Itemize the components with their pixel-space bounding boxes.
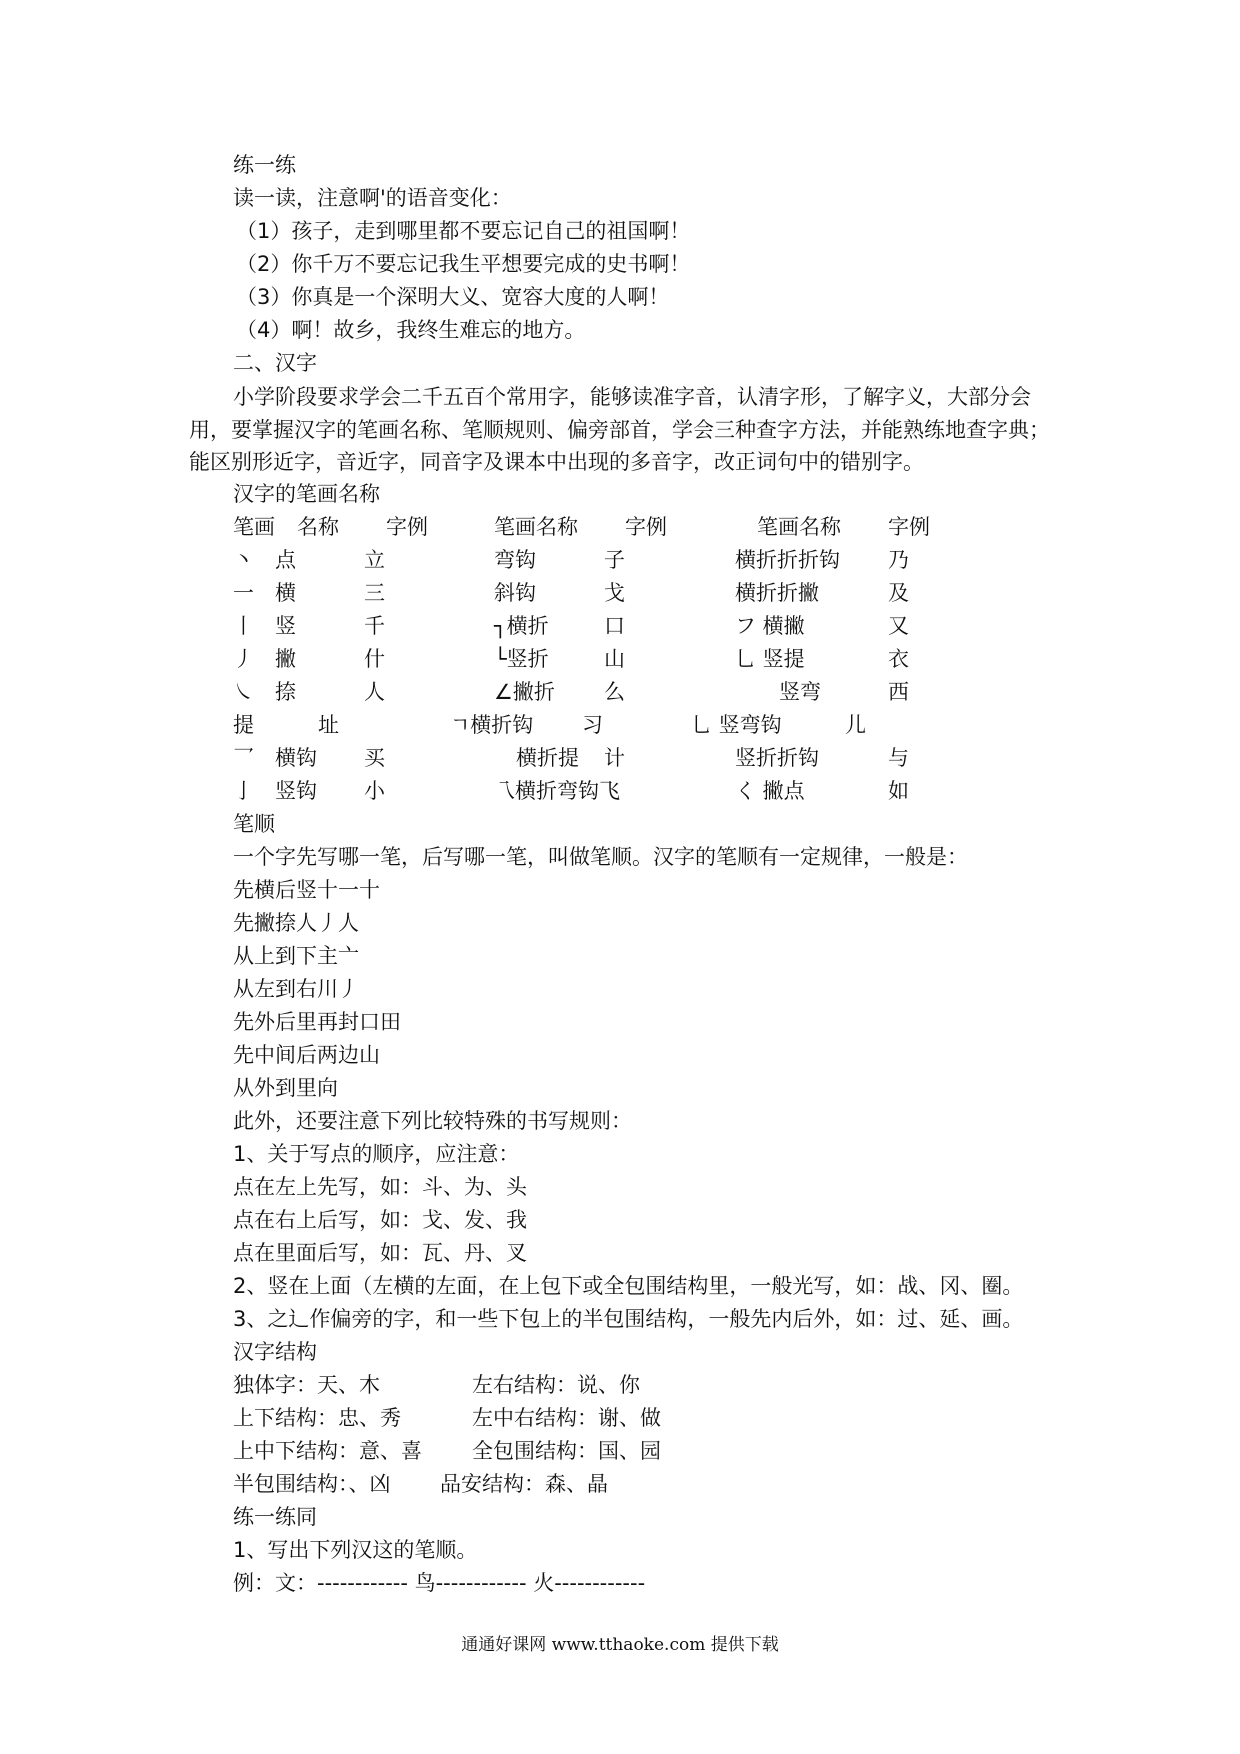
structure-item: 独体字：天、木 <box>233 1373 380 1397</box>
stroke-header-col6: 笔画名称 <box>757 515 841 539</box>
stroke-header-col3: 字例 <box>386 515 428 539</box>
structure-item: 半包围结构：、凶 <box>233 1472 391 1496</box>
stroke-cell: 千 <box>364 614 385 638</box>
stroke-cell: 横钩 <box>275 746 317 770</box>
stroke-cell: ┐横折 <box>494 614 549 638</box>
stroke-cell: 戈 <box>604 581 625 605</box>
order-rule: 从外到里向 <box>233 1076 338 1100</box>
sentence-2: （2）你千万不要忘记我生平想要完成的史书啊！ <box>236 252 691 276</box>
special-rule: 点在左上先写，如：斗、为、头 <box>233 1175 527 1199</box>
stroke-header-col2: 名称 <box>297 515 339 539</box>
stroke-cell: ㄱ横折钩 <box>450 713 534 737</box>
sentence-3: （3）你真是一个深明大义、宽容大度的人啊！ <box>236 285 670 309</box>
special-intro: 此外，还要注意下列比较特殊的书写规则： <box>233 1109 632 1133</box>
order-title: 笔顺 <box>233 812 275 836</box>
order-intro: 一个字先写哪一笔，后写哪一笔，叫做笔顺。汉字的笔顺有一定规律，一般是： <box>233 845 968 869</box>
structure-item: 上下结构：忠、秀 <box>233 1406 401 1430</box>
stroke-cell: 竖钩 <box>275 779 317 803</box>
stroke-cell: 又 <box>888 614 909 638</box>
practice-question: 1、写出下列汉这的笔顺。 <box>233 1538 478 1562</box>
stroke-cell: 习 <box>582 713 603 737</box>
stroke-cell: フ 横撇 <box>735 614 805 638</box>
order-rule: 先撇捺人丿人 <box>233 911 359 935</box>
page-footer: 通通好课网 www.tthaoke.com 提供下载 <box>461 1635 779 1655</box>
structure-item: 左中右结构：谢、做 <box>472 1406 661 1430</box>
stroke-cell: 捺 <box>275 680 296 704</box>
strokes-title: 汉字的笔画名称 <box>233 482 380 506</box>
stroke-cell: く 撇点 <box>735 779 805 803</box>
stroke-cell: 竖 <box>275 614 296 638</box>
stroke-cell: 乛 <box>233 746 254 770</box>
stroke-header-col4: 笔画名称 <box>494 515 578 539</box>
stroke-cell: 什 <box>364 647 385 671</box>
stroke-cell: 竖弯 <box>779 680 821 704</box>
stroke-cell: 横 <box>275 581 296 605</box>
stroke-cell: 计 <box>604 746 625 770</box>
practice-example: 例：文：------------ 鸟------------ 火------------ <box>233 1571 646 1595</box>
stroke-cell: 小 <box>364 779 385 803</box>
stroke-cell: 撇 <box>275 647 296 671</box>
stroke-cell: 乚 竖提 <box>735 647 805 671</box>
stroke-cell: 一 <box>233 581 254 605</box>
intro-line-2: 用，要掌握汉字的笔画名称、笔顺规则、偏旁部首，学会三种查字方法，并能熟练地查字典； <box>189 417 1050 442</box>
stroke-cell: 与 <box>888 746 909 770</box>
stroke-cell: 横折折折钩 <box>735 548 840 572</box>
order-rule: 先外后里再封口田 <box>233 1010 401 1034</box>
stroke-cell: 横折提 <box>516 746 579 770</box>
stroke-cell: 点 <box>275 548 296 572</box>
heading-practice: 练一练 <box>233 153 296 177</box>
stroke-header-col5: 字例 <box>625 515 667 539</box>
structure-item: 全包围结构：国、园 <box>472 1439 661 1463</box>
sentence-1: （1）孩子，走到哪里都不要忘记自己的祖国啊！ <box>236 219 691 243</box>
stroke-cell: 丶 <box>233 548 254 572</box>
stroke-cell: 及 <box>888 581 909 605</box>
structure-item: 左右结构：说、你 <box>472 1373 640 1397</box>
stroke-cell: 口 <box>604 614 625 638</box>
stroke-header-col7: 字例 <box>888 515 930 539</box>
order-rule: 先横后竖十一十 <box>233 878 380 902</box>
stroke-cell: └竖折 <box>494 647 549 671</box>
stroke-cell: 横折折撇 <box>735 581 819 605</box>
stroke-cell: 乚 竖弯钩 <box>691 713 782 737</box>
order-rule: 从上到下主亠 <box>233 944 359 968</box>
instruction-text: 读一读，注意啊'的语音变化： <box>233 186 512 210</box>
special-rule: 点在里面后写，如：瓦、丹、叉 <box>233 1241 527 1265</box>
stroke-cell: ㇏ <box>233 680 254 704</box>
stroke-cell: 弯钩 <box>494 548 536 572</box>
stroke-cell: 衣 <box>888 647 909 671</box>
intro-line-3: 能区别形近字，音近字，同音字及课本中出现的多音字，改正词句中的错别字。 <box>189 450 924 474</box>
stroke-cell: ∠撇折 <box>494 680 555 704</box>
stroke-cell: 乃 <box>888 548 909 572</box>
stroke-cell: 山 <box>604 647 625 671</box>
structure-title: 汉字结构 <box>233 1340 317 1364</box>
stroke-cell: 斜钩 <box>494 581 536 605</box>
stroke-cell: 丨 <box>233 614 254 638</box>
special-rule: 3、之辶作偏旁的字，和一些下包上的半包围结构，一般先内后外，如：过、延、画。 <box>233 1307 1024 1331</box>
stroke-cell: 乁横折弯钩飞 <box>494 779 620 803</box>
stroke-header-col1: 笔画 <box>233 515 275 539</box>
order-rule: 先中间后两边山 <box>233 1043 380 1067</box>
stroke-cell: 西 <box>888 680 909 704</box>
stroke-cell: 三 <box>364 581 385 605</box>
practice-title: 练一练同 <box>233 1505 317 1529</box>
stroke-cell: 丿 <box>233 647 254 671</box>
sentence-4: （4）啊！故乡，我终生难忘的地方。 <box>236 318 586 342</box>
stroke-cell: 买 <box>364 746 385 770</box>
stroke-cell: 人 <box>364 680 385 704</box>
intro-paragraph <box>189 381 1059 479</box>
structure-item: 上中下结构：意、喜 <box>233 1439 422 1463</box>
intro-line-1: 小学阶段要求学会二千五百个常用字，能够读准字音，认清字形，了解字义，大部分会 <box>233 385 1031 409</box>
stroke-cell: 么 <box>604 680 625 704</box>
special-rule: 2、竖在上面（左横的左面，在上包下或全包围结构里，一般光写，如：战、冈、圈。 <box>233 1274 1024 1298</box>
stroke-cell: 亅 <box>233 779 254 803</box>
order-rule: 从左到右川丿 <box>233 977 359 1001</box>
stroke-cell: 提 <box>233 713 254 737</box>
stroke-cell: 儿 <box>845 713 866 737</box>
special-rule: 点在右上后写，如：戈、发、我 <box>233 1208 527 1232</box>
section-heading-hanzi: 二、汉字 <box>233 351 317 375</box>
stroke-cell: 子 <box>604 548 625 572</box>
stroke-cell: 竖折折钩 <box>735 746 819 770</box>
stroke-cell: 如 <box>888 779 909 803</box>
structure-item: 品安结构：森、晶 <box>440 1472 608 1496</box>
stroke-cell: 立 <box>364 548 385 572</box>
special-rule: 1、关于写点的顺序，应注意： <box>233 1142 520 1166</box>
stroke-cell: 址 <box>318 713 339 737</box>
